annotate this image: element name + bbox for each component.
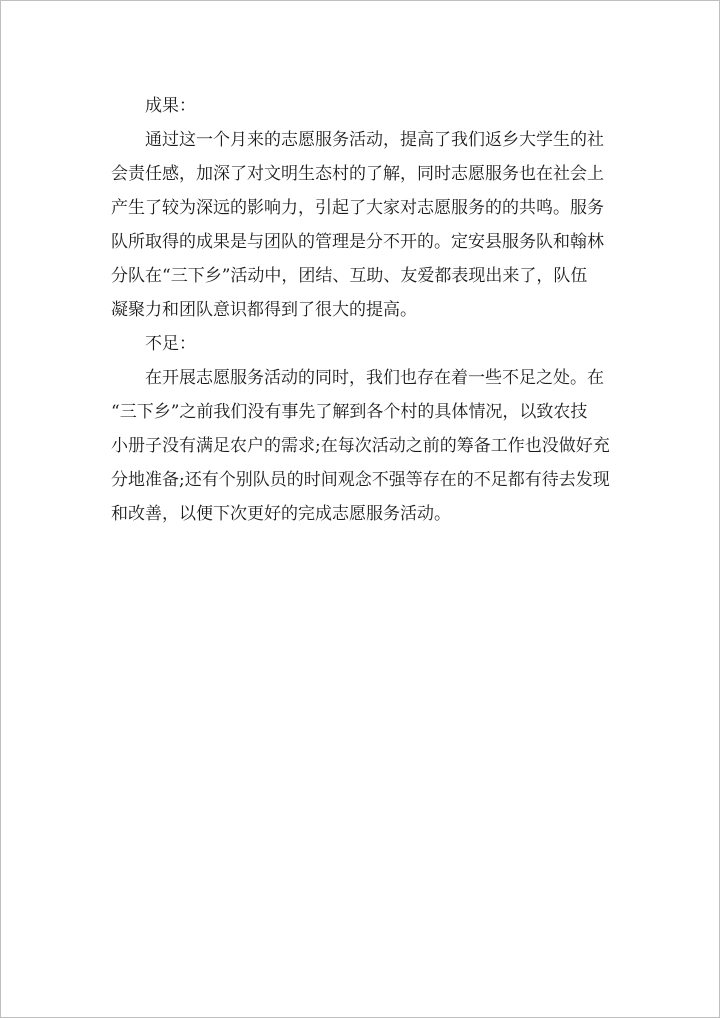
paragraph-line: 和改善，以便下次更好的完成志愿服务活动。 [111,504,451,524]
paragraph-line: 会责任感，加深了对文明生态村的了解，同时志愿服务也在社会上 [111,164,604,184]
paragraph-line: 通过这一个月来的志愿服务活动，提高了我们返乡大学生的社 [145,130,604,150]
paragraph-line: 小册子没有满足农户的需求;在每次活动之前的筹备工作也没做好充 [111,436,610,456]
paragraph-line: 队所取得的成果是与团队的管理是分不开的。定安县服务队和翰林 [111,232,604,252]
paragraph-line: 分队在“三下乡”活动中，团结、互助、友爱都表现出来了，队伍 [111,266,588,286]
paragraph-line: “三下乡”之前我们没有事先了解到各个村的具体情况，以致农技 [111,402,588,422]
section-heading-achievements: 成果： [145,96,196,116]
section-heading-shortcomings: 不足： [145,334,196,354]
document-body [111,89,611,531]
paragraph-line: 分地准备;还有个别队员的时间观念不强等存在的不足都有待去发现 [111,470,610,490]
paragraph-achievements [111,123,611,327]
paragraph-line: 凝聚力和团队意识都得到了很大的提高。 [111,300,417,320]
paragraph-shortcomings [111,361,611,531]
paragraph-line: 产生了较为深远的影响力，引起了大家对志愿服务的的共鸣。服务 [111,198,604,218]
paragraph-line: 在开展志愿服务活动的同时，我们也存在着一些不足之处。在 [145,368,604,388]
